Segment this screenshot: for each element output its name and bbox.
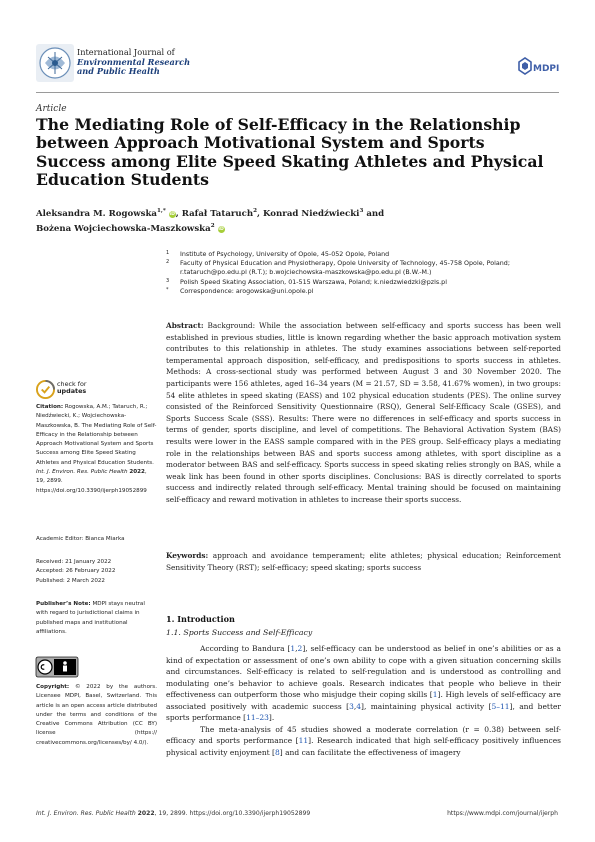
affiliation-text: Correspondence: arogowska@uni.opole.pl — [180, 287, 314, 295]
journal-name-line3: and Public Health — [77, 66, 160, 77]
journal-logo-icon — [36, 44, 74, 82]
affiliation-text: Polish Speed Skating Association, 01-515 Warszawa, Poland; k.niedzwiedzki@pzls.pl — [180, 278, 447, 286]
paragraph-text: , — [353, 701, 357, 711]
mdpi-logo-icon — [515, 56, 560, 78]
copyright-text: © 2022 by the authors. Licensee MDPI, Basel, Switzerland. This article is an open access article distributed under the terms and conditions of the Creative Commons Attribution (CC BY) license (https:// creativecommons.org/licenses/by/ 4.0/). — [36, 684, 157, 746]
affiliation-item — [166, 287, 561, 296]
journal-name — [77, 48, 190, 77]
published-date: Published: 2 March 2022 — [36, 577, 105, 584]
author-sup: 3 — [359, 208, 364, 214]
orcid-icon[interactable]: iD — [218, 227, 224, 233]
subsection-heading: 1.1. Sports Success and Self-Efficacy — [166, 628, 313, 637]
affiliation-number: 1 — [166, 250, 170, 256]
paragraph-text: ]. Research indicated that high self-efficacy positively influences physical activity enjoyment [ — [166, 736, 561, 757]
affiliation-number: 2 — [166, 259, 170, 266]
article-type: Article — [36, 104, 67, 114]
paragraph-text: ], maintaining physical activity [ — [361, 701, 492, 711]
keywords-text: approach and avoidance temperament; elite athletes; physical education; Reinforcement Sensitivity Theory (RST); self-efficacy; speed skating; sports success — [166, 551, 562, 572]
author-name[interactable]: Aleksandra M. Rogowska — [36, 208, 157, 219]
citation-link[interactable]: 1 — [432, 690, 438, 700]
academic-editor: Academic Editor: Bianca Miarka — [36, 536, 125, 542]
paragraph-text: ]. — [268, 713, 275, 723]
intro-text — [166, 643, 561, 758]
copyright-label: Copyright: — [36, 684, 70, 690]
publisher-note-text: MDPI stays neutral with regard to jurisdictional claims in published maps and institutional affiliations. — [36, 601, 145, 635]
author-sup: 2 — [210, 223, 215, 230]
citation-journal: Int. J. Environ. Res. Public Health — [36, 469, 128, 476]
author-sup: 1,* — [156, 208, 166, 214]
citation-label: Citation: — [36, 404, 64, 410]
citation-doi[interactable]: , 19, 2899. https://doi.org/10.3390/ijerph19052899 — [36, 469, 147, 494]
accepted-date: Accepted: 26 February 2022 — [36, 568, 116, 575]
author-name[interactable]: Rafał Tataruch — [181, 208, 254, 219]
author-separator: , — [257, 208, 264, 219]
check-for-updates[interactable] — [57, 381, 87, 395]
paragraph-text: ], and better sports performance [ — [166, 701, 561, 723]
citation-link[interactable]: 8 — [274, 747, 280, 757]
citation-link[interactable]: 1 — [290, 644, 296, 653]
author-list — [36, 205, 559, 236]
cc-by-license-icon[interactable] — [36, 657, 78, 677]
author-name[interactable]: Konrad Niedźwiecki — [263, 208, 360, 219]
citation-link[interactable]: 11–23 — [246, 713, 269, 723]
abstract-label: Abstract: — [166, 321, 204, 330]
citation-link[interactable]: 5–11 — [491, 701, 510, 711]
affiliation-number: 3 — [166, 277, 170, 284]
citation-link[interactable]: 3 — [349, 701, 354, 711]
affiliation-item — [166, 259, 561, 277]
author-sup: 2 — [253, 208, 258, 214]
journal-name-line2: Environmental Research — [77, 56, 191, 67]
check-for-updates-line1: check for — [57, 380, 87, 388]
copyright — [36, 683, 157, 748]
author-separator: , — [175, 208, 182, 219]
abstract-text: Background: While the association between self-efficacy and sports success has been well established in previous studies, little is known regarding whether the basic approach motivation system contributes to this relationship in athletes. The study examines associations between self-reported temperamental approach disposition, self-efficacy, and predispositions to sports success in athletes. Methods: A cross-sectional study was performed between August 3 and 30 November 2020. The participants were 156 athletes, aged 16–34 years (M = 21.57, SD = 3.58, 41.67% women), in two groups: 54 elite athletes in speed skating (EASS) and 102 physical education students (PES). The online survey consisted of the Reinforced Sensitivity Questionnaire (RSQ), General Self-Efficacy Scale (GSES), and Sports Success Scale (SSS). Results: There were no differences in self-efficacy and sports success in terms of gender, sports discipline, and level of competitions. The Behavioral Activation System (BAS) results were lower in the EASS sample compared with in the PES group. Self-efficacy plays a mediating role in the relationships between BAS and sports success among athletes, with sport discipline as a moderator between BAS and self-efficacy. Sports success in speed skating relies strongly on BAS, while a weak link has been found in other sports disciplines. Conclusions: BAS is directly correlated to sports success and indirectly related through self-efficacy. Mental training should be focused on maintaining self-efficacy and reward motivation in athletes to increase their sports success. — [166, 321, 561, 504]
publisher-note-label: Publisher’s Note: — [36, 601, 91, 607]
citation-text: Rogowska, A.M.; Tataruch, R.; Niedźwiecki, K.; Wojciechowska-Maszkowska, B. The Mediating Role of Self-Efficacy in the Relationship between Approach Motivational System and Sports Success among Elite Speed Skating Athletes and Physical Education Students. — [36, 404, 157, 466]
affiliations — [166, 250, 561, 296]
citation-link[interactable]: 11 — [298, 736, 309, 746]
check-for-updates-line2: updates — [57, 387, 87, 396]
publication-dates — [36, 558, 157, 586]
publisher-note — [36, 600, 157, 637]
journal-name-line1: International Journal of — [77, 47, 175, 57]
paragraph-text: ] and can facilitate the effectiveness of imagery — [279, 747, 461, 757]
citation-year: 2022 — [129, 469, 145, 476]
author-separator: and — [363, 208, 385, 219]
affiliation-item — [166, 250, 561, 259]
header-divider — [36, 92, 559, 93]
affiliation-text: Institute of Psychology, University of Opole, 45-052 Opole, Poland — [180, 251, 390, 258]
citation-link[interactable]: 2 — [297, 644, 303, 653]
keywords — [166, 550, 561, 573]
orcid-icon[interactable]: iD — [169, 211, 175, 217]
received-date: Received: 21 January 2022 — [36, 559, 112, 565]
footer-journal-url[interactable]: https://www.mdpi.com/journal/ijerph — [447, 810, 558, 817]
section-heading: 1. Introduction — [166, 614, 235, 624]
footer-citation — [36, 810, 310, 817]
affiliation-number: * — [166, 286, 169, 293]
footer-year: 2022 — [137, 810, 155, 817]
affiliation-text: Faculty of Physical Education and Physiotherapy, Opole University of Technology, 45-758 Opole, Poland; r.tataruch@po.edu.pl (R.T.); b.wojciechowska-maszkowska@po.edu.pl (B.W.-M.) — [180, 260, 510, 277]
intro-paragraph — [166, 724, 561, 759]
paragraph-text: The meta-analysis of 45 studies showed a moderate correlation (r = 0.38) between self-efficacy and sports performance [ — [166, 724, 561, 746]
paragraph-text: According to Bandura [ — [200, 644, 291, 653]
paragraph-text: ]. High levels of self-efficacy are associated positively with academic success [ — [166, 690, 561, 711]
author-name[interactable]: Bożena Wojciechowska-Maszkowska — [36, 224, 211, 235]
affiliation-item — [166, 278, 561, 287]
article-title: The Mediating Role of Self-Efficacy in the Relationship between Approach Motivational System and Sports Success among Elite Speed Skating Athletes and Physical Education Students — [36, 115, 544, 190]
check-for-updates-icon[interactable] — [36, 380, 55, 399]
abstract — [166, 320, 561, 506]
citation-link[interactable]: 4 — [356, 701, 362, 711]
footer-journal: Int. J. Environ. Res. Public Health — [36, 810, 136, 817]
mdpi-logo-text: MDPI — [533, 64, 560, 74]
citation — [36, 403, 157, 496]
intro-paragraph — [166, 643, 561, 724]
paragraph-text: ], self-efficacy can be understood as belief in one’s abilities or as a kind of expectation or assessment of one’s own ability to cope with a given situation concerning skills and circumstances. Self-efficacy is related to self-regulation and is understood as controlling and modulating one’s behavior to achieve goals. Research indicates that people who believe in their effectiveness can outperform those who misjudge their coping skills [ — [166, 644, 561, 700]
paragraph-text: , — [295, 644, 298, 653]
keywords-label: Keywords: — [166, 551, 209, 560]
footer-doi[interactable]: , 19, 2899. https://doi.org/10.3390/ijerph19052899 — [154, 810, 311, 817]
